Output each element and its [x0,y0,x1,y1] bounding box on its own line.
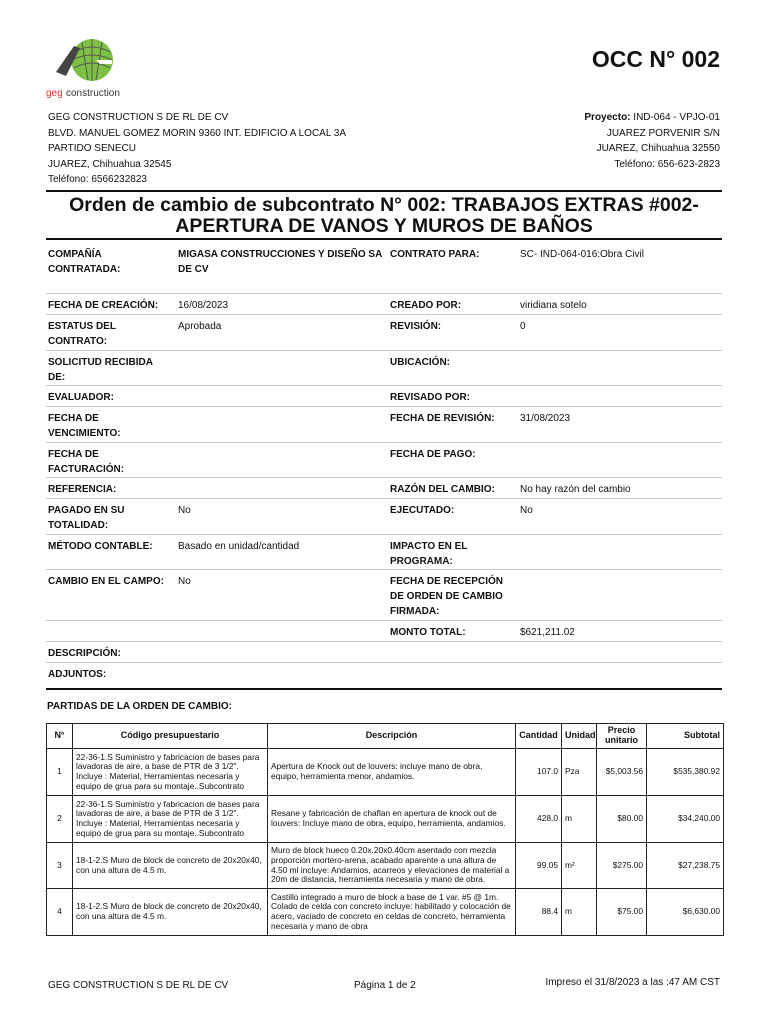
header-unidad: Unidad [562,724,597,749]
cell-precio: $75.00 [597,889,647,936]
cell-unidad: m² [562,843,597,889]
cell-descripcion: Resane y fabricación de chaflan en apertura de knock out de louvers: Incluye mano de obra, equipo, herramienta, andamios. [268,796,516,843]
info-row [46,478,722,499]
razon-label: RAZÓN DEL CAMBIO: [390,484,495,495]
cell-subtotal: $6,630.00 [647,889,724,936]
fecha-creacion-label: FECHA DE CREACIÓN: [48,300,159,311]
adjuntos-label: ADJUNTOS: [48,669,107,680]
cell-n: 4 [47,889,73,936]
cell-cantidad: 88.4 [516,889,562,936]
document-title [46,195,722,237]
compania-label: COMPAÑÍA CONTRATADA: [48,249,121,275]
occ-number: OCC N° 002 [591,46,720,72]
cell-n: 3 [47,843,73,889]
cell-cantidad: 107.0 [516,749,562,796]
cell-precio: $5,003.56 [597,749,647,796]
revisado-label: REVISADO POR: [390,392,471,403]
pagado-label: PAGADO EN SU TOTALIDAD: [48,505,125,531]
company-city: JUAREZ, Chihuahua 32545 [48,158,172,170]
top-divider [46,190,722,192]
cell-descripcion: Castillo integrado a muro de block a base de 1 var. #5 @ 1m. Colado de celda con concreto incluye: habilitado y colocación de acero, vaciado de concreto en celdas de concreto, herramienta necesaria y mano de obra [268,889,516,936]
cell-cantidad: 99.05 [516,843,562,889]
cell-subtotal: $535,380.92 [647,749,724,796]
info-row [46,240,722,294]
cell-precio: $80.00 [597,796,647,843]
solicitud-label: SOLICITUD RECIBIDA DE: [48,357,153,383]
table-row [47,889,724,936]
header-n: N° [47,724,73,749]
creado-por-value: viridiana sotelo [520,300,587,311]
cell-subtotal: $27,238.75 [647,843,724,889]
table-header-row [47,724,724,749]
footer-printed: Impreso el 31/8/2023 a las :47 AM CST [545,977,720,988]
project-info [584,110,720,172]
info-row [46,499,722,535]
svg-text:construction: construction [66,88,120,99]
cell-unidad: Pza [562,749,597,796]
monto-label: MONTO TOTAL: [390,627,466,638]
table-row [47,796,724,843]
contrato-label: CONTRATO PARA: [390,249,480,260]
info-row [46,407,722,443]
referencia-label: REFERENCIA: [48,484,117,495]
cell-subtotal: $34,240.00 [647,796,724,843]
cambio-campo-label: CAMBIO EN EL CAMPO: [48,576,164,587]
footer-company: GEG CONSTRUCTION S DE RL DE CV [48,980,229,991]
revision-value: 0 [520,321,526,332]
facturacion-label: FECHA DE FACTURACIÓN: [48,449,125,475]
info-row [46,443,722,478]
logo-text: geg [46,88,63,99]
recepcion-label: FECHA DE RECEPCIÓN DE ORDEN DE CAMBIO FIRMADA: [390,576,503,617]
compania-value: MIGASA CONSTRUCCIONES Y DISEÑO SA DE CV [178,249,382,275]
header-cantidad: Cantidad [516,724,562,749]
info-row [46,642,722,663]
cell-descripcion: Muro de block hueco 0.20x.20x0.40cm asentado con mezcla proporción mortero-arena, acabado aparente a una altura de 4.50 ml incluye: Andamios, acarreos y elevaciones de material a 20m de distancia, herramienta necesaria y mano de obra. [268,843,516,889]
info-row [46,621,722,642]
metodo-label: MÉTODO CONTABLE: [48,541,153,552]
revision-label: REVISIÓN: [390,321,442,332]
metodo-value: Basado en unidad/cantidad [178,541,300,552]
contrato-value: SC- IND-064-016:Obra Civil [520,249,644,260]
estatus-label: ESTATUS DEL CONTRATO: [48,321,116,347]
cell-codigo: 18-1-2.S Muro de block de concreto de 20x20x40, con una altura de 4.5 m. [73,889,268,936]
header-precio: Precio unitario [597,724,647,749]
table-row [47,843,724,889]
info-row [46,315,722,351]
impacto-label: IMPACTO EN EL PROGRAMA: [390,541,468,567]
vencimiento-label: FECHA DE VENCIMIENTO: [48,413,121,439]
cell-codigo: 22-36-1.S Suministro y fabricacion de bases para lavadoras de aire, a base de PTR de 3 1/2". Incluye : Material, Herramientas necesaria y equipo de grua para su montaje..Subcontrato [73,796,268,843]
header-codigo: Código presupuestario [73,724,268,749]
title-line-1: Orden de cambio de subcontrato N° 002: TRABAJOS EXTRAS #002- [69,194,699,216]
info-row [46,570,722,621]
info-row [46,294,722,315]
pagado-value: No [178,505,191,516]
evaluador-label: EVALUADOR: [48,392,114,403]
cambio-campo-value: No [178,576,191,587]
company-name: GEG CONSTRUCTION S DE RL DE CV [48,112,229,123]
project-address: JUAREZ PORVENIR S/N [606,127,720,139]
cell-codigo: 18-1-2.S Muro de block de concreto de 20x20x40, con una altura de 4.5 m. [73,843,268,889]
cell-cantidad: 428.0 [516,796,562,843]
footer-page: Página 1 de 2 [354,980,416,991]
razon-value: No hay razón del cambio [520,484,631,495]
info-row [46,535,722,570]
cell-codigo: 22-36-1.S Suministro y fabricacion de bases para lavadoras de aire, a base de PTR de 3 1/2". Incluye : Material, Herramientas necesaria y equipo de grua para su montaje..Subcontrato [73,749,268,796]
monto-value: $621,211.02 [520,627,575,638]
creado-por-label: CREADO POR: [390,300,462,311]
ejecutado-label: EJECUTADO: [390,505,455,516]
company-logo [44,34,130,100]
header-descripcion: Descripción [268,724,516,749]
cell-unidad: m [562,889,597,936]
title-line-2: APERTURA DE VANOS Y MUROS DE BAÑOS [175,215,593,237]
info-row [46,663,722,684]
company-address: BLVD. MANUEL GOMEZ MORIN 9360 INT. EDIFICIO A LOCAL 3A [48,127,347,139]
estatus-value: Aprobada [178,321,222,332]
project-city: JUAREZ, Chihuahua 32550 [596,143,720,154]
cell-n: 2 [47,796,73,843]
info-row [46,386,722,407]
fecha-revision-label: FECHA DE REVISIÓN: [390,413,495,424]
project-line [584,110,720,126]
company-phone: Teléfono: 6566232823 [48,174,147,185]
cell-precio: $275.00 [597,843,647,889]
items-table [46,723,724,936]
globe-icon [44,34,130,100]
fecha-revision-value: 31/08/2023 [520,413,571,424]
company-district: PARTIDO SENECU [48,143,136,154]
header-subtotal: Subtotal [647,724,724,749]
cell-n: 1 [47,749,73,796]
cell-unidad: m [562,796,597,843]
items-heading: PARTIDAS DE LA ORDEN DE CAMBIO: [47,701,232,712]
project-value: IND-064 - VPJO-01 [633,112,720,123]
project-label: Proyecto: [584,112,631,123]
descripcion-label: DESCRIPCIÓN: [48,648,121,659]
project-phone: Teléfono: 656-623-2823 [614,158,720,170]
info-row [46,351,722,386]
cell-descripcion: Apertura de Knock out de louvers: incluye mano de obra, equipo, herramienta menor, andamios. [268,749,516,796]
ubicacion-label: UBICACIÓN: [390,357,450,368]
company-info [48,110,346,188]
ejecutado-value: No [520,505,533,516]
fecha-creacion-value: 16/08/2023 [178,300,229,311]
grid-divider [46,688,722,690]
fecha-pago-label: FECHA DE PAGO: [390,449,476,460]
info-grid [46,240,722,684]
table-row [47,749,724,796]
